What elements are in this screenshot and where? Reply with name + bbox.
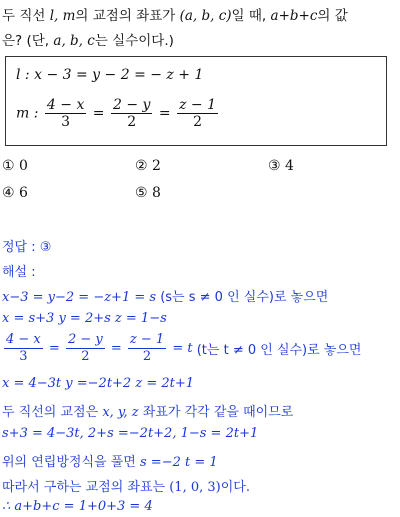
question-text: 두 직선	[2, 8, 46, 24]
solution-step-2: x = s+3 y = 2+s z = 1−s	[2, 311, 167, 326]
fraction-numerator: 4 − x	[46, 97, 85, 113]
equals-sign: =	[92, 105, 105, 122]
question-text: 의 값	[317, 8, 348, 24]
solution-step-8	[2, 476, 250, 495]
solution-step-3	[2, 332, 362, 365]
answer-label: 정답 :	[2, 240, 36, 255]
question-text: 의 교점의 좌표가	[75, 8, 176, 24]
fraction-denominator: 2	[142, 349, 152, 364]
m-fraction-1	[45, 97, 86, 130]
fraction-denominator: 2	[127, 114, 137, 130]
math-vars: a, b, c	[53, 33, 95, 49]
step-text: 따라서 구하는 교점의 좌표는	[2, 480, 166, 495]
equation-l	[16, 67, 203, 83]
solution-step-4: x = 4−3t y =−2t+2 z = 2t+1	[2, 376, 194, 391]
l-expr: x − 3 = y − 2 = − z + 1	[34, 67, 204, 83]
choice-mark: ④	[2, 185, 15, 201]
s3-fraction-3	[128, 332, 166, 365]
answer-value: ③	[39, 240, 52, 255]
choice-mark: ①	[2, 158, 15, 174]
m-fraction-3	[177, 97, 218, 130]
question-text: 는 실수이다.)	[94, 33, 174, 49]
choice-mark: ⑤	[135, 185, 148, 201]
s3-fraction-1	[4, 332, 43, 365]
solution-step-7	[2, 451, 218, 470]
fraction-numerator: 2 − y	[67, 332, 103, 347]
fraction-denominator: 3	[19, 349, 28, 364]
question-text: 일 때,	[231, 8, 267, 24]
fraction-denominator: 2	[193, 114, 202, 130]
fraction-numerator: 4 − x	[6, 332, 41, 347]
fraction-numerator: 2 − y	[112, 97, 151, 113]
solution-step-5	[2, 401, 293, 420]
m-fraction-2	[111, 97, 152, 130]
step-vars: x, y, z	[102, 405, 139, 420]
s3-fraction-2	[66, 332, 105, 365]
step-note: (t는 t ≠ 0 인 실수)로 놓으면	[196, 343, 362, 358]
answer-line	[2, 236, 51, 255]
choice-mark: ③	[268, 158, 281, 174]
equals-sign: =	[110, 341, 122, 356]
math-expr: a+b+c	[270, 8, 318, 24]
choice-3[interactable]	[268, 158, 294, 174]
equation-m	[16, 97, 220, 130]
choice-5[interactable]	[135, 185, 161, 201]
question-line-2	[2, 29, 174, 49]
solution-step-6: s+3 = 4−3t, 2+s =−2t+2, 1−s = 2t+1	[2, 426, 259, 441]
equation-box	[5, 56, 387, 146]
fraction-numerator: z − 1	[129, 332, 165, 347]
choice-value: 0	[19, 158, 28, 174]
choice-2[interactable]	[135, 158, 161, 174]
choice-1[interactable]	[2, 158, 28, 174]
l-label: l :	[16, 67, 30, 83]
step-text: 위의 연립방정식을 풀면	[2, 455, 136, 470]
choice-4[interactable]	[2, 185, 28, 201]
step-expr: s =−2 t = 1	[140, 455, 218, 470]
equals-sign: =	[158, 105, 171, 122]
step-text: 이다.	[220, 480, 250, 495]
m-label: m :	[16, 105, 39, 122]
step-expr: = t	[172, 341, 193, 356]
step-coord: (1, 0, 3)	[169, 480, 221, 495]
choice-value: 4	[285, 158, 294, 174]
choice-value: 6	[19, 185, 28, 201]
math-coord: (a, b, c)	[179, 8, 232, 24]
step-expr: x−3 = y−2 = −z+1 = s	[2, 290, 157, 305]
step-text: 두 직선의 교점은	[2, 405, 99, 420]
fraction-denominator: 2	[81, 349, 90, 364]
step-text: 좌표가 각각 같을 때이므로	[142, 405, 294, 420]
choice-value: 2	[152, 158, 161, 174]
step-note: (s는 s ≠ 0 인 실수)로 놓으면	[160, 290, 329, 305]
math-vars: l, m	[49, 8, 76, 24]
choice-mark: ②	[135, 158, 148, 174]
fraction-denominator: 3	[61, 114, 71, 130]
solution-step-1	[2, 286, 328, 305]
equals-sign: =	[48, 341, 60, 356]
question-text: 은? (단,	[2, 33, 50, 49]
solution-step-9: ∴ a+b+c = 1+0+3 = 4	[2, 499, 153, 514]
choice-value: 8	[152, 185, 161, 201]
fraction-numerator: z − 1	[179, 97, 216, 113]
solution-title: 해설 :	[2, 265, 36, 280]
question-line-1	[2, 4, 348, 24]
